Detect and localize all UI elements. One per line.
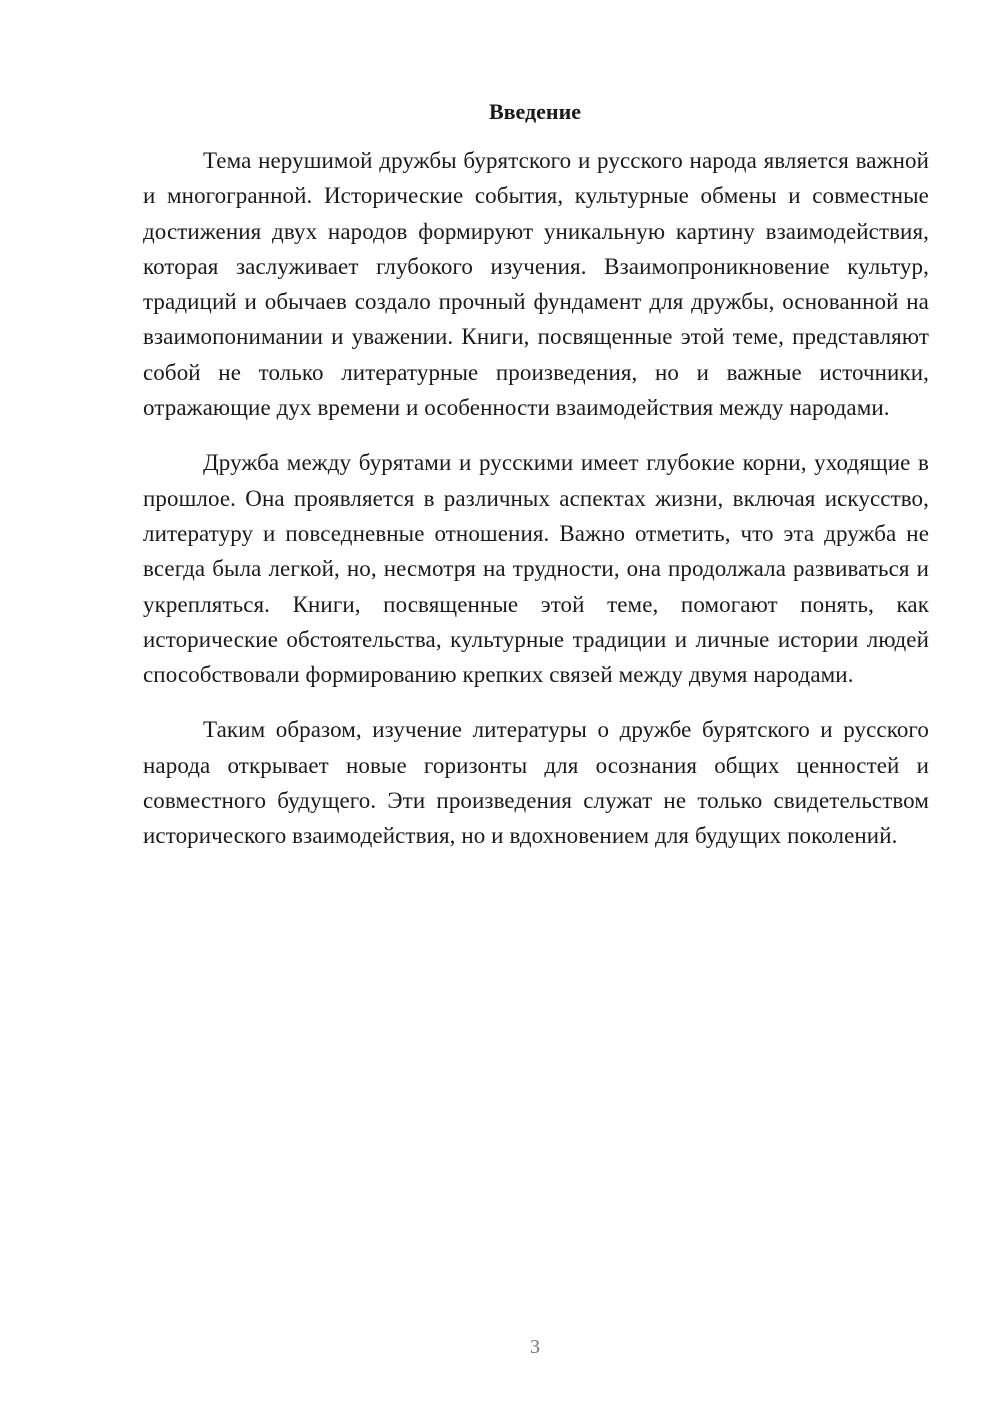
section-title: Введение <box>488 99 582 124</box>
paragraph-3: Таким образом, изучение литературы о дружбе бурятского и русского народа открывает новые горизонты для осознания общих ценностей и совместного будущего. Эти произведения служат не только свидетельством исторического взаимодействия, но и вдохновением для будущих поколений. <box>143 717 929 849</box>
body-text <box>143 143 929 874</box>
paragraph-2: Дружба между бурятами и русскими имеет глубокие корни, уходящие в прошлое. Она проявляется в различных аспектах жизни, включая искусство, литературу и повседневные отношения. Важно отметить, что эта дружба не всегда была легкой, но, несмотря на трудности, она продолжала развиваться и укрепляться. Книги, посвященные этой теме, помогают понять, как исторические обстоятельства, культурные традиции и личные истории людей способствовали формированию крепких связей между двумя народами. <box>143 450 929 688</box>
page-number: 3 <box>530 1336 540 1358</box>
paragraph-1: Тема нерушимой дружбы бурятского и русского народа является важной и многогранной. Исторические события, культурные обмены и совместные достижения двух народов формируют уникальную картину взаимодействия, которая заслуживает глубокого изучения. Взаимопроникновение культур, традиций и обычаев создало прочный фундамент для дружбы, основанной на взаимопонимании и уважении. Книги, посвященные этой теме, представляют собой не только литературные произведения, но и важные источники, отражающие дух времени и особенности взаимодействия между народами. <box>143 148 929 421</box>
